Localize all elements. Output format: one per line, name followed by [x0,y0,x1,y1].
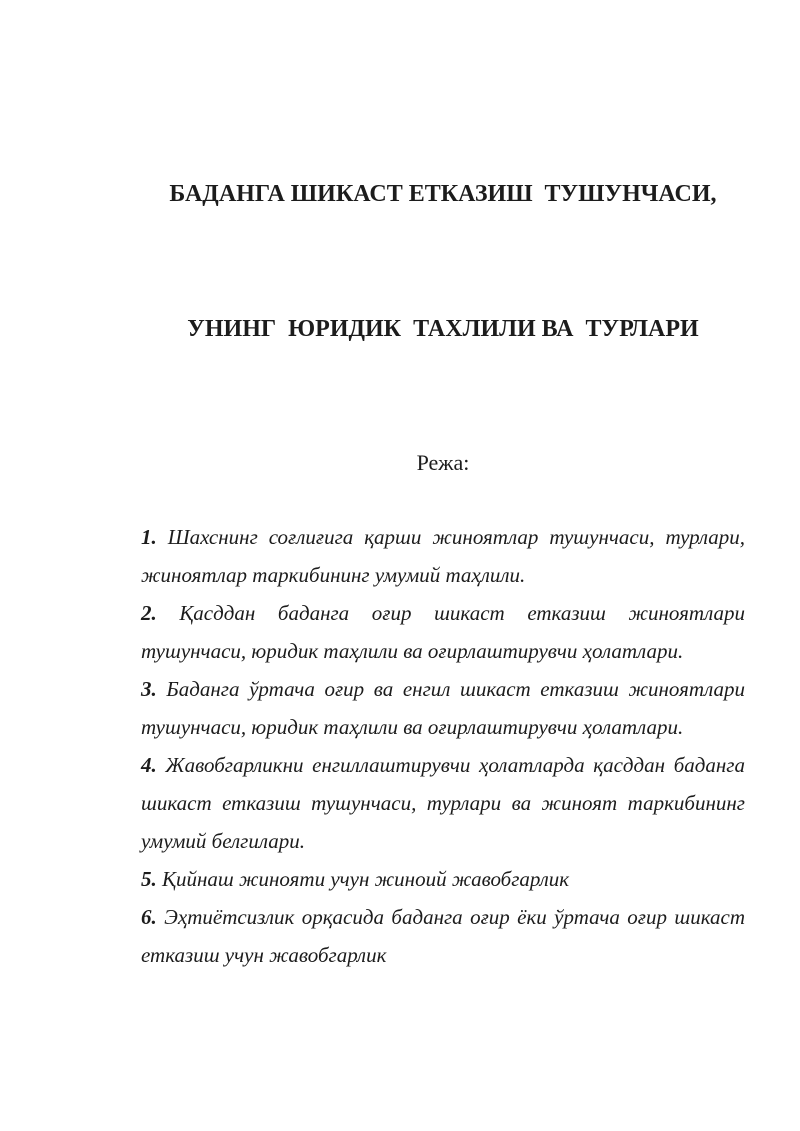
plan-item-text: Қасддан баданга оғир шикаст етказиш жиноятлари тушунчаси, юридик таҳлили ва оғирлаштирувчи ҳолатлари. [141,601,745,663]
plan-item [141,746,745,860]
title-line-2: УНИНГ ЮРИДИК ТАХЛИЛИ ВА ТУРЛАРИ [187,316,699,342]
plan-item-number: 5. [141,867,157,891]
plan-item-text: Жавобгарликни енгиллаштирувчи ҳолатларда қасддан баданга шикаст етказиш тушунчаси, турлари ва жиноят таркибининг умумий белгилари. [141,753,746,853]
plan-list [141,518,745,974]
plan-item-text: Эҳтиётсизлик орқасида баданга оғир ёки ўртача оғир шикаст етказиш учун жавобгарлик [141,905,745,967]
plan-subtitle: Режа: [416,450,470,475]
plan-item-text: Баданга ўртача оғир ва енгил шикаст етказиш жиноятлари тушунчаси, юридик таҳлили ва оғирлаштирувчи ҳолатлари. [141,677,745,739]
plan-item-number: 3. [141,677,157,701]
plan-item-number: 6. [141,905,157,929]
document-content [141,82,745,974]
plan-item [141,670,745,746]
title-line-1: БАДАНГА ШИКАСТ ЕТКАЗИШ ТУШУНЧАСИ, [169,181,717,207]
plan-item-number: 1. [141,525,157,549]
plan-item-number: 2. [141,601,157,625]
plan-item [141,594,745,670]
plan-item-number: 4. [141,753,157,777]
document-title [141,82,745,442]
plan-item [141,860,745,898]
plan-item-text: Қийнаш жинояти учун жиноий жавобгарлик [162,867,570,891]
plan-item-text: Шахснинг соғлиғига қарши жиноятлар тушунчаси, турлари, жиноятлар таркибининг умумий таҳлили. [141,525,746,587]
plan-item [141,898,745,974]
plan-item [141,518,745,594]
